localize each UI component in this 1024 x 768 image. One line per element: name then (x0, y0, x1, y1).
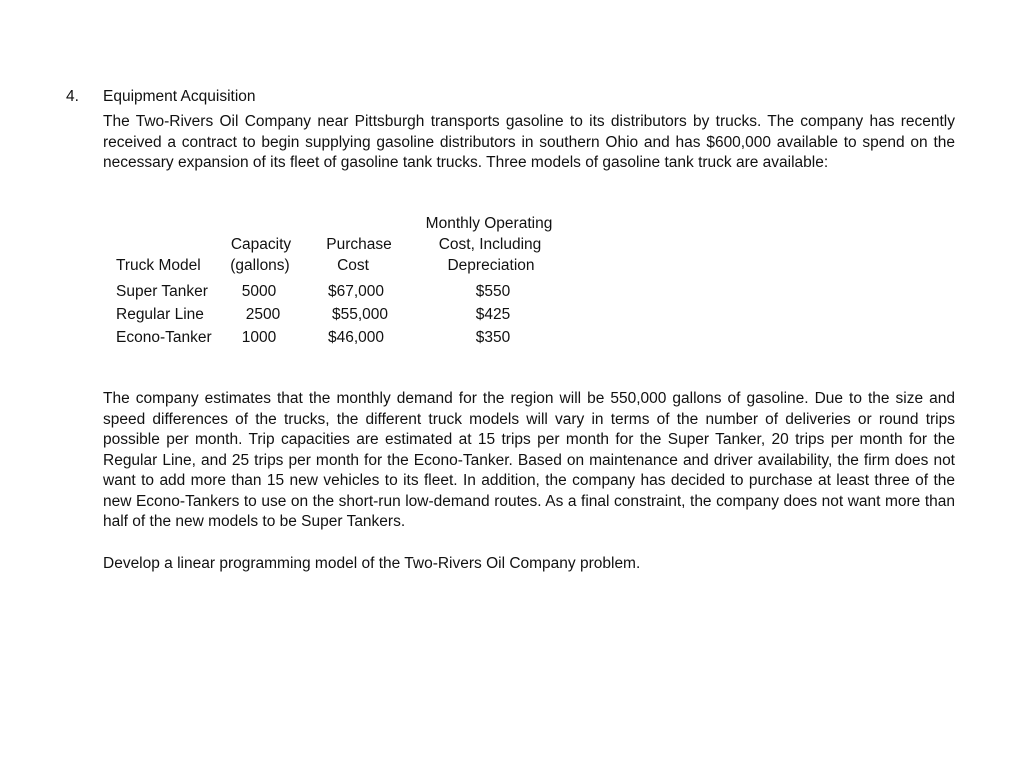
row-1-capacity: 5000 (241, 283, 277, 300)
header-capacity-line1: Capacity (230, 236, 292, 253)
problem-number: 4. (66, 88, 79, 105)
row-1-operating: $550 (475, 283, 511, 300)
row-3-model: Econo-Tanker (116, 329, 212, 346)
row-2-model: Regular Line (116, 306, 204, 323)
row-2-purchase: $55,000 (331, 306, 389, 323)
row-2-capacity: 2500 (245, 306, 281, 323)
header-truck-model: Truck Model (116, 257, 201, 274)
details-paragraph: The company estimates that the monthly demand for the region will be 550,000 gallons of gasoline. Due to the size and speed differences of the trucks, the different truck models will vary in terms of the number of deliveries or round trips possible per month. Trip capacities are estimated at 15 trips per month for the Super Tanker, 20 trips per month for the Regular Line, and 25 trips per month for the Econo-Tanker. Based on maintenance and driver availability, the firm does not want to add more than 15 new vehicles to its fleet. In addition, the company has decided to purchase at least three of the new Econo-Tankers to use on the short-run low-demand routes. As a final constraint, the company does not want more than half of the new models to be Super Tankers. (103, 390, 955, 530)
header-capacity-line2: (gallons) (230, 257, 290, 274)
problem-heading (66, 88, 256, 106)
header-operating-line1: Monthly Operating (425, 215, 553, 232)
task-paragraph: Develop a linear programming model of the Two-Rivers Oil Company problem. (103, 555, 641, 572)
row-3-operating: $350 (475, 329, 511, 346)
row-3-capacity: 1000 (241, 329, 277, 346)
row-1-purchase: $67,000 (327, 283, 385, 300)
intro-paragraph: The Two-Rivers Oil Company near Pittsburgh transports gasoline to its distributors by trucks. The company has recently received a contract to begin supplying gasoline distributors in southern Ohio and has $600,000 available to spend on the necessary expansion of its fleet of gasoline tank trucks. Three models of gasoline tank truck are available: (103, 113, 955, 171)
row-1-model: Super Tanker (116, 283, 208, 300)
header-operating-line3: Depreciation (447, 257, 535, 274)
problem-title: Equipment Acquisition (103, 88, 256, 105)
row-3-purchase: $46,000 (327, 329, 385, 346)
row-2-operating: $425 (475, 306, 511, 323)
header-purchase-line1: Purchase (326, 236, 392, 253)
header-purchase-line2: Cost (337, 257, 369, 274)
header-operating-line2: Cost, Including (438, 236, 542, 253)
